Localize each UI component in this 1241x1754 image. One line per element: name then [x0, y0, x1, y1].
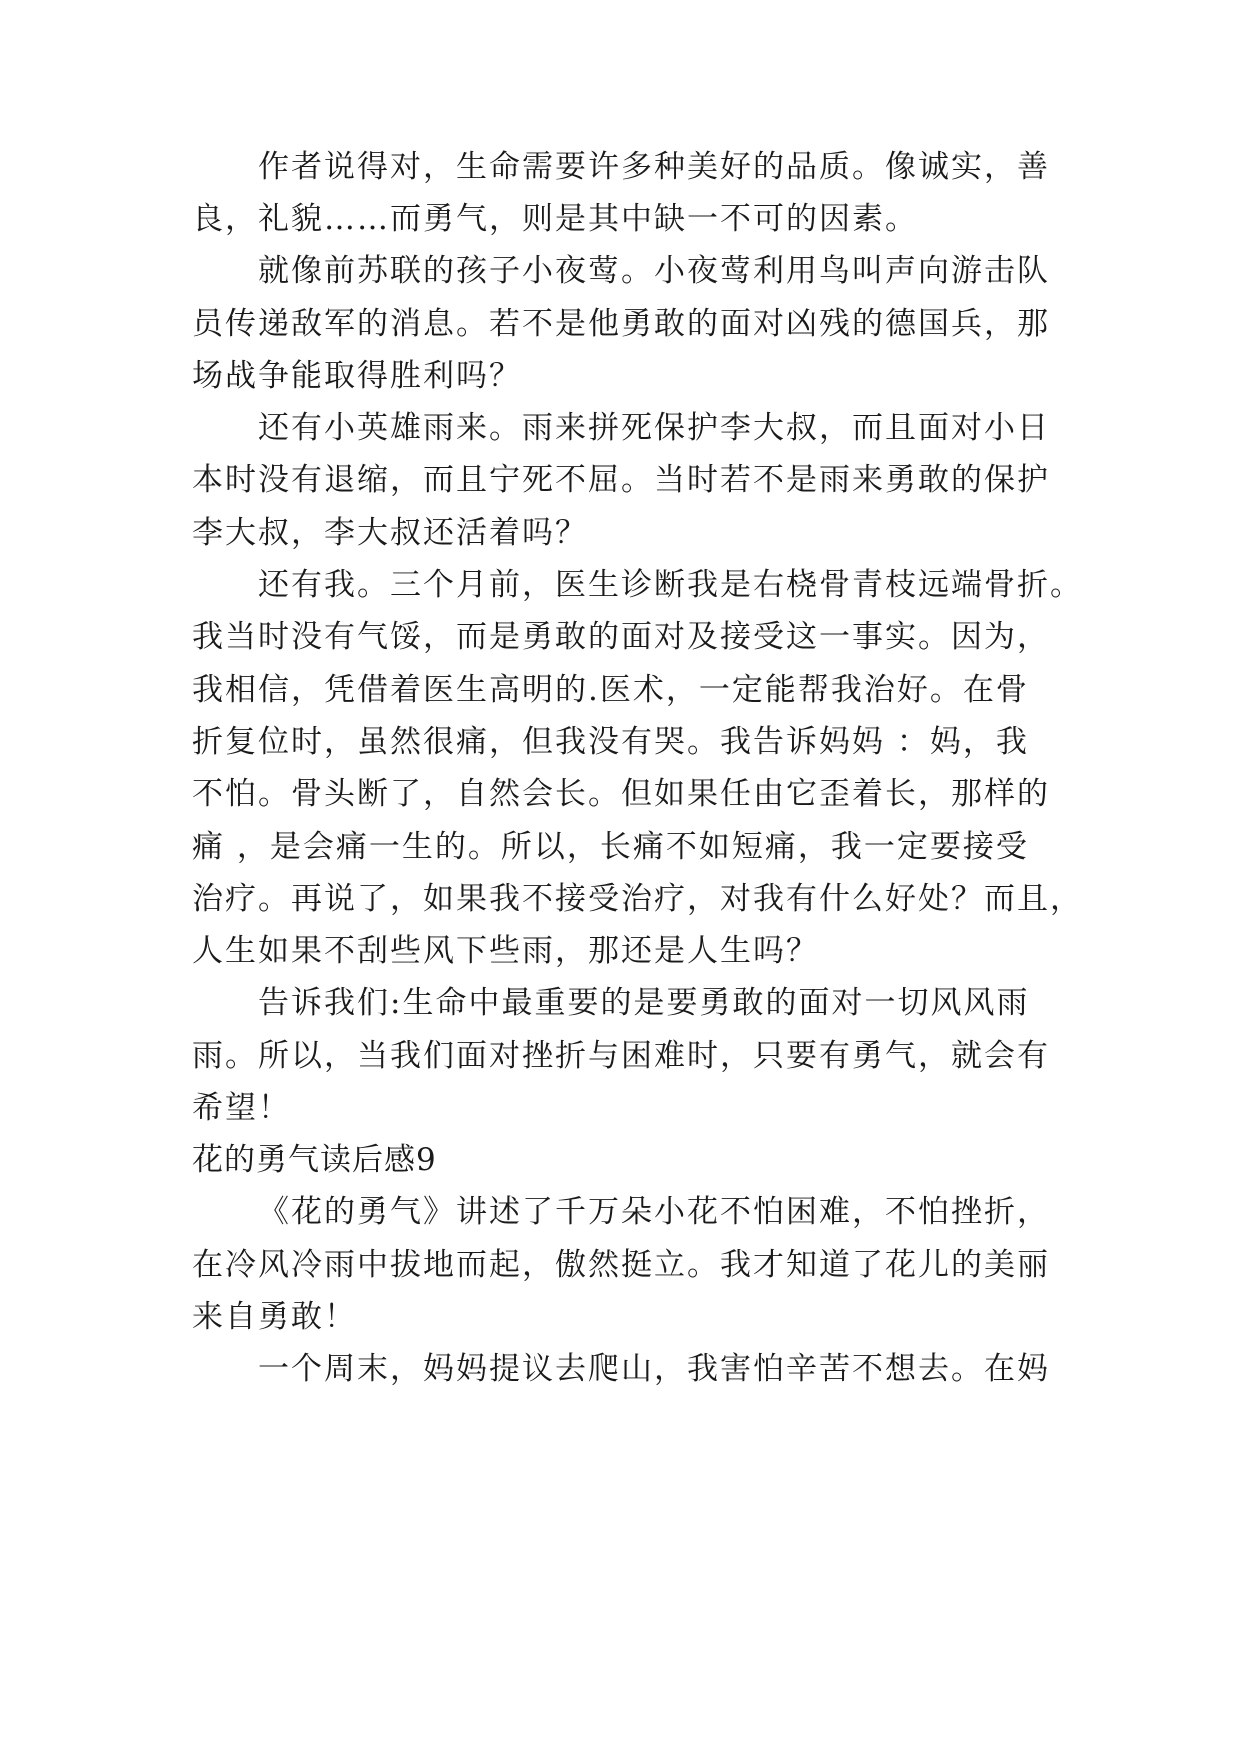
text-line: 本时没有退缩，而且宁死不屈。当时若不是雨来勇敢的保护	[192, 462, 1050, 498]
text-line: 还有我。三个月前，医生诊断我是右桡骨青枝远端骨折。	[258, 567, 1083, 603]
text-line: 员传递敌军的消息。若不是他勇敢的面对凶残的德国兵，那	[192, 306, 1050, 342]
text-line: 折复位时，虽然很痛，但我没有哭。我告诉妈妈 ：妈，我	[192, 724, 1029, 760]
text-line: 在冷风冷雨中拔地而起，傲然挺立。我才知道了花儿的美丽	[192, 1247, 1050, 1283]
section-heading: 花的勇气读后感9	[192, 1142, 437, 1178]
text-line: 来自勇敢！	[192, 1299, 357, 1335]
text-line: 雨。所以，当我们面对挫折与困难时，只要有勇气，就会有	[192, 1038, 1050, 1074]
text-line: 我当时没有气馁，而是勇敢的面对及接受这一事实。因为，	[192, 619, 1050, 655]
text-line: 希望！	[192, 1090, 291, 1126]
text-line: 我相信，凭借着医生高明的.医术，一定能帮我治好。在骨	[192, 672, 1029, 708]
text-line: 告诉我们:生命中最重要的是要勇敢的面对一切风风雨	[258, 985, 1030, 1021]
text-line: 人生如果不刮些风下些雨，那还是人生吗？	[192, 933, 819, 969]
text-line: 李大叔，李大叔还活着吗？	[192, 515, 588, 551]
text-line: 《花的勇气》讲述了千万朵小花不怕困难，不怕挫折，	[258, 1194, 1050, 1230]
text-line: 还有小英雄雨来。雨来拼死保护李大叔，而且面对小日	[258, 410, 1050, 446]
text-line: 场战争能取得胜利吗？	[192, 358, 522, 394]
text-line: 一个周末，妈妈提议去爬山，我害怕辛苦不想去。在妈	[258, 1351, 1050, 1387]
text-line: 作者说得对，生命需要许多种美好的品质。像诚实，善	[258, 149, 1050, 185]
text-line: 良，礼貌……而勇气，则是其中缺一不可的因素。	[192, 201, 918, 237]
text-line: 痛 ，是会痛一生的。所以，长痛不如短痛，我一定要接受	[192, 829, 1029, 865]
text-line: 不怕。骨头断了，自然会长。但如果任由它歪着长，那样的	[192, 776, 1050, 812]
text-line: 治疗。再说了，如果我不接受治疗，对我有什么好处？而且，	[192, 881, 1083, 917]
text-line: 就像前苏联的孩子小夜莺。小夜莺利用鸟叫声向游击队	[258, 253, 1050, 289]
